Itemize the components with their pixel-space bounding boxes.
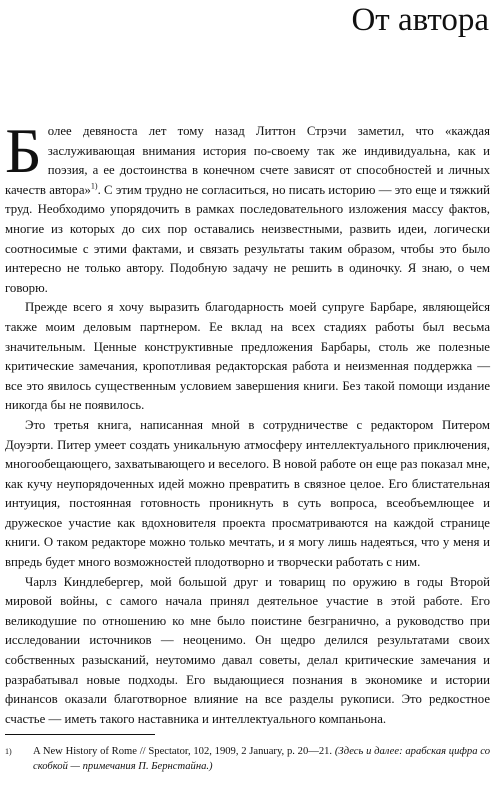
- footnote-citation: A New History of Rome // Spectator, 102, 1909, 2 January, p. 20—21.: [33, 746, 335, 757]
- paragraph-1: [5, 115, 490, 298]
- footnote-reference[interactable]: 1): [90, 181, 98, 191]
- paragraph-4: Чарлз Киндлебергер, мой большой друг и товарищ по оружию в годы Второй мировой войны, с самого начала принял деятельное участие в этой работе. Его великодушие по отношению ко мне было поистине безгранично, а руководство при исследовании источников — неоценимо. Он щедро делился результатами своих собственных разысканий, неутомимо давал советы, делал критические замечания и разрабатывал новые подходы. Его выдающиеся познания в экономике и истории финансов оказали благотворное влияние на все разделы рукописи. Это редкостное счастье — иметь такого наставника и интеллектуального компаньона.: [5, 574, 490, 726]
- main-text: [5, 115, 490, 729]
- footnote-mark: 1): [5, 747, 12, 756]
- page-title: От автора: [351, 2, 489, 38]
- paragraph-1-text-a: олее девяноста лет тому назад Литтон Стрэчи заметил, что «каждая заслуживающая внимания история по-своему так же индивидуальна, как и поэзия, а ее достоинства в конечном счете зависят от способностей и личных качеств автора»: [5, 124, 490, 197]
- paragraph-1-text-b: . С этим трудно не согласиться, но писать историю — это еще и тяжкий труд. Необходимо упорядочить в рамках последовательного изложения массу фактов, многие из которых до сих пор оставались неизвестными, развить идеи, логически соотносимые с этими фактами, и связать результаты таким образом, чтобы это было интересно не только автору. Подобную задачу не решить в одиночку. Я знаю, о чем говорю.: [5, 182, 490, 295]
- paragraph-3: Это третья книга, написанная мной в сотрудничестве с редактором Питером Доуэрти. Питер умеет создать уникальную атмосферу интеллектуального приключения, многообещающего, захватывающего и веселого. В новой работе он еще раз показал мне, как кучу неупорядоченных идей можно превратить в связное целое. Его блистательная интуиция, постоянная готовность проникнуть в суть вопроса, всеобъемлющее и дружеское участие как вдохновителя проекта просматриваются на каждой странице книги. О таком редакторе можно только мечтать, и я могу лишь надеяться, что у меня и впредь будет много возможностей плодотворно и творчески работать с ним.: [5, 417, 490, 570]
- footnote-editor-note: (Здесь и далее: арабская цифра со скобкой — примечания П. Бернстайна.): [33, 746, 490, 772]
- footnote: [5, 744, 490, 774]
- footnote-divider: [5, 734, 155, 735]
- drop-cap-letter: Б: [5, 115, 42, 186]
- footnote-text: [33, 744, 490, 774]
- paragraph-2: Прежде всего я хочу выразить благодарность моей супруге Барбаре, являющейся также моим деловым партнером. Ее вклад на всех стадиях работы был весьма значительным. Ценные конструктивные предложения Барбары, столь же полезные критические замечания, кропотливая редакторская работа и неизменная поддержка — все это явилось существенным условием завершения книги. Без такой помощи издание никогда бы не появилось.: [5, 300, 490, 413]
